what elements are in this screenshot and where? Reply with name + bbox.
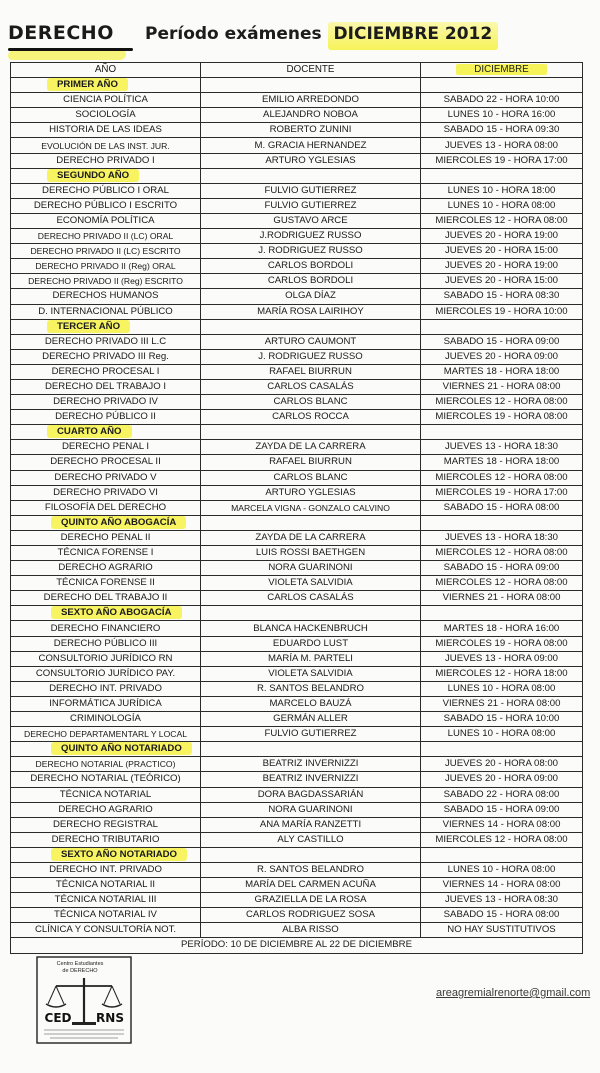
exam-date-cell: LUNES 10 - HORA 08:00 bbox=[421, 681, 583, 696]
table-row bbox=[11, 93, 583, 108]
subject-cell: CRIMINOLOGÍA bbox=[11, 712, 201, 727]
teacher-cell: NORA GUARINONI bbox=[201, 802, 421, 817]
empty-cell bbox=[201, 78, 421, 93]
exam-date-cell: MIERCOLES 12 - HORA 08:00 bbox=[421, 576, 583, 591]
exam-date-cell: LUNES 10 - HORA 16:00 bbox=[421, 108, 583, 123]
exam-date-cell: MIERCOLES 12 - HORA 18:00 bbox=[421, 666, 583, 681]
table-row bbox=[11, 138, 583, 153]
teacher-cell: ALEJANDRO NOBOA bbox=[201, 108, 421, 123]
subject-cell: DERECHO PRIVADO V bbox=[11, 470, 201, 485]
exam-date-cell: SABADO 22 - HORA 08:00 bbox=[421, 787, 583, 802]
empty-cell bbox=[421, 847, 583, 862]
exam-date-cell: VIERNES 21 - HORA 08:00 bbox=[421, 379, 583, 394]
exam-date-cell: SABADO 15 - HORA 08:00 bbox=[421, 908, 583, 923]
subject-cell: DERECHO DEL TRABAJO I bbox=[11, 379, 201, 394]
subject-cell: TÉCNICA NOTARIAL II bbox=[11, 878, 201, 893]
teacher-cell: ALBA RISSO bbox=[201, 923, 421, 938]
teacher-cell: MARÍA M. PARTELI bbox=[201, 651, 421, 666]
table-row bbox=[11, 108, 583, 123]
subject-cell: DERECHO PRIVADO VI bbox=[11, 485, 201, 500]
table-row bbox=[11, 440, 583, 455]
title-underline bbox=[8, 48, 133, 51]
teacher-cell: ALY CASTILLO bbox=[201, 832, 421, 847]
subject-cell: DERECHO PÚBLICO II bbox=[11, 410, 201, 425]
table-row bbox=[11, 546, 583, 561]
table-row bbox=[11, 410, 583, 425]
teacher-cell: J. RODRIGUEZ RUSSO bbox=[201, 244, 421, 259]
table-row bbox=[11, 198, 583, 213]
table-row bbox=[11, 636, 583, 651]
subject-cell: CONSULTORIO JURÍDICO RN bbox=[11, 651, 201, 666]
subject-cell: DERECHO NOTARIAL (TEÓRICO) bbox=[11, 772, 201, 787]
subject-cell: DERECHO DEL TRABAJO II bbox=[11, 591, 201, 606]
table-body bbox=[11, 78, 583, 938]
teacher-cell: DORA BAGDASSARIÁN bbox=[201, 787, 421, 802]
subject-cell: DERECHO INT. PRIVADO bbox=[11, 862, 201, 877]
teacher-cell: VIOLETA SALVIDIA bbox=[201, 576, 421, 591]
exam-date-cell: MIERCOLES 19 - HORA 08:00 bbox=[421, 410, 583, 425]
table-row bbox=[11, 395, 583, 410]
exam-date-cell: VIERNES 14 - HORA 08:00 bbox=[421, 817, 583, 832]
logo-top-text-2: de DERECHO bbox=[62, 968, 98, 974]
teacher-cell: MARCELO BAUZÁ bbox=[201, 696, 421, 711]
subject-cell: DERECHO PÚBLICO I ORAL bbox=[11, 183, 201, 198]
table-row bbox=[11, 213, 583, 228]
section-title-cell bbox=[11, 742, 201, 757]
subject-cell: EVOLUCIÓN DE LAS INST. JUR. bbox=[11, 138, 201, 153]
teacher-cell: M. GRACIA HERNANDEZ bbox=[201, 138, 421, 153]
exam-date-cell: MIERCOLES 19 - HORA 10:00 bbox=[421, 304, 583, 319]
section-title-cell bbox=[11, 515, 201, 530]
exam-date-cell: LUNES 10 - HORA 08:00 bbox=[421, 198, 583, 213]
subject-cell: DERECHO DEPARTAMENTARL Y LOCAL bbox=[11, 727, 201, 742]
subject-cell: CIENCIA POLÍTICA bbox=[11, 93, 201, 108]
exam-date-cell: MIERCOLES 12 - HORA 08:00 bbox=[421, 546, 583, 561]
teacher-cell: R. SANTOS BELANDRO bbox=[201, 862, 421, 877]
teacher-cell: R. SANTOS BELANDRO bbox=[201, 681, 421, 696]
period-value: DICIEMBRE 2012 bbox=[328, 22, 499, 50]
teacher-cell: ANA MARÍA RANZETTI bbox=[201, 817, 421, 832]
table-row bbox=[11, 832, 583, 847]
subject-cell: INFORMÁTICA JURÍDICA bbox=[11, 696, 201, 711]
subject-cell: DERECHO PROCESAL II bbox=[11, 455, 201, 470]
exam-schedule-table bbox=[10, 62, 583, 954]
exam-date-cell: SABADO 22 - HORA 10:00 bbox=[421, 93, 583, 108]
logo-left-letters: CED bbox=[44, 1011, 72, 1025]
subject-cell: DERECHO FINANCIERO bbox=[11, 621, 201, 636]
table-row bbox=[11, 878, 583, 893]
header-year: AÑO bbox=[11, 63, 201, 78]
table-row bbox=[11, 470, 583, 485]
table-row bbox=[11, 229, 583, 244]
subject-cell: DERECHO AGRARIO bbox=[11, 561, 201, 576]
exam-date-cell: MARTES 18 - HORA 18:00 bbox=[421, 364, 583, 379]
section-title: TERCER AÑO bbox=[47, 320, 130, 333]
exam-date-cell: MIERCOLES 12 - HORA 08:00 bbox=[421, 470, 583, 485]
subject-cell: DERECHO PENAL II bbox=[11, 530, 201, 545]
subject-cell: TÉCNICA NOTARIAL bbox=[11, 787, 201, 802]
teacher-cell: ARTURO YGLESIAS bbox=[201, 485, 421, 500]
empty-cell bbox=[201, 742, 421, 757]
subject-cell: DERECHO PRIVADO IV bbox=[11, 395, 201, 410]
section-header-row bbox=[11, 742, 583, 757]
subject-cell: DERECHO PRIVADO II (Reg) ESCRITO bbox=[11, 274, 201, 289]
table-row bbox=[11, 621, 583, 636]
exam-date-cell: JUEVES 20 - HORA 08:00 bbox=[421, 757, 583, 772]
teacher-cell: MARCELA VIGNA - GONZALO CALVINO bbox=[201, 500, 421, 515]
header-month bbox=[421, 63, 583, 78]
title-highlight bbox=[7, 50, 127, 60]
subject-cell: FILOSOFÍA DEL DERECHO bbox=[11, 500, 201, 515]
table-row bbox=[11, 681, 583, 696]
teacher-cell: CARLOS BLANC bbox=[201, 470, 421, 485]
section-title: CUARTO AÑO bbox=[47, 425, 132, 438]
exam-date-cell: LUNES 10 - HORA 18:00 bbox=[421, 183, 583, 198]
logo-top-text-1: Centro Estudiantes bbox=[56, 961, 104, 967]
section-header-row bbox=[11, 606, 583, 621]
empty-cell bbox=[201, 515, 421, 530]
subject-cell: DERECHO PRIVADO II (Reg) ORAL bbox=[11, 259, 201, 274]
section-header-row bbox=[11, 847, 583, 862]
table-row bbox=[11, 802, 583, 817]
teacher-cell: GUSTAVO ARCE bbox=[201, 213, 421, 228]
table-row bbox=[11, 817, 583, 832]
exam-date-cell: SABADO 15 - HORA 08:30 bbox=[421, 289, 583, 304]
exam-date-cell: SABADO 15 - HORA 08:00 bbox=[421, 500, 583, 515]
empty-cell bbox=[421, 319, 583, 334]
table-row bbox=[11, 334, 583, 349]
exam-date-cell: JUEVES 20 - HORA 19:00 bbox=[421, 229, 583, 244]
teacher-cell: BLANCA HACKENBRUCH bbox=[201, 621, 421, 636]
empty-cell bbox=[421, 606, 583, 621]
exam-date-cell: NO HAY SUSTITUTIVOS bbox=[421, 923, 583, 938]
table-row bbox=[11, 923, 583, 938]
table-row bbox=[11, 727, 583, 742]
exam-date-cell: JUEVES 13 - HORA 08:30 bbox=[421, 893, 583, 908]
teacher-cell: EDUARDO LUST bbox=[201, 636, 421, 651]
subject-cell: DERECHO INT. PRIVADO bbox=[11, 681, 201, 696]
subject-cell: DERECHO REGISTRAL bbox=[11, 817, 201, 832]
section-title: SEGUNDO AÑO bbox=[47, 169, 139, 182]
period-footer: PERÍODO: 10 DE DICIEMBRE AL 22 DE DICIEMBRE bbox=[11, 938, 583, 953]
exam-date-cell: SABADO 15 - HORA 09:00 bbox=[421, 334, 583, 349]
exam-date-cell: MARTES 18 - HORA 16:00 bbox=[421, 621, 583, 636]
table-row bbox=[11, 893, 583, 908]
table-row bbox=[11, 274, 583, 289]
empty-cell bbox=[201, 319, 421, 334]
logo-right-letters: RNS bbox=[96, 1011, 124, 1025]
section-header-row bbox=[11, 78, 583, 93]
subject-cell: CLÍNICA Y CONSULTORÍA NOT. bbox=[11, 923, 201, 938]
exam-date-cell: MIERCOLES 19 - HORA 08:00 bbox=[421, 636, 583, 651]
subject-cell: DERECHO PRIVADO III Reg. bbox=[11, 349, 201, 364]
subject-cell: CONSULTORIO JURÍDICO PAY. bbox=[11, 666, 201, 681]
table-row bbox=[11, 289, 583, 304]
exam-date-cell: SABADO 15 - HORA 09:00 bbox=[421, 561, 583, 576]
teacher-cell: RAFAEL BIURRUN bbox=[201, 364, 421, 379]
table-row bbox=[11, 364, 583, 379]
section-title: QUINTO AÑO ABOGACÍA bbox=[51, 516, 186, 529]
footer-row bbox=[11, 938, 583, 953]
teacher-cell: CARLOS CASALÁS bbox=[201, 591, 421, 606]
section-title-cell bbox=[11, 78, 201, 93]
table-row bbox=[11, 244, 583, 259]
section-title: QUINTO AÑO NOTARIADO bbox=[51, 742, 192, 755]
section-title: PRIMER AÑO bbox=[47, 78, 128, 91]
teacher-cell: LUIS ROSSI BAETHGEN bbox=[201, 546, 421, 561]
subject-cell: DERECHO PROCESAL I bbox=[11, 364, 201, 379]
section-title-cell bbox=[11, 847, 201, 862]
exam-date-cell: MIERCOLES 19 - HORA 17:00 bbox=[421, 153, 583, 168]
subject-cell: DERECHO TRIBUTARIO bbox=[11, 832, 201, 847]
section-title: SEXTO AÑO NOTARIADO bbox=[51, 848, 187, 861]
empty-cell bbox=[421, 515, 583, 530]
table-row bbox=[11, 561, 583, 576]
teacher-cell: MARÍA DEL CARMEN ACUÑA bbox=[201, 878, 421, 893]
empty-cell bbox=[201, 847, 421, 862]
teacher-cell: NORA GUARINONI bbox=[201, 561, 421, 576]
teacher-cell: VIOLETA SALVIDIA bbox=[201, 666, 421, 681]
teacher-cell: J.RODRIGUEZ RUSSO bbox=[201, 229, 421, 244]
section-title: SEXTO AÑO ABOGACÍA bbox=[51, 606, 182, 619]
subject-cell: DERECHO PENAL I bbox=[11, 440, 201, 455]
teacher-cell: CARLOS RODRIGUEZ SOSA bbox=[201, 908, 421, 923]
exam-date-cell: JUEVES 13 - HORA 08:00 bbox=[421, 138, 583, 153]
empty-cell bbox=[421, 168, 583, 183]
exam-date-cell: MARTES 18 - HORA 18:00 bbox=[421, 455, 583, 470]
exam-date-cell: LUNES 10 - HORA 08:00 bbox=[421, 862, 583, 877]
section-header-row bbox=[11, 425, 583, 440]
empty-cell bbox=[421, 425, 583, 440]
subject-cell: DERECHO NOTARIAL (PRACTICO) bbox=[11, 757, 201, 772]
subject-cell: TÉCNICA FORENSE I bbox=[11, 546, 201, 561]
table-row bbox=[11, 349, 583, 364]
section-header-row bbox=[11, 319, 583, 334]
table-row bbox=[11, 862, 583, 877]
teacher-cell: FULVIO GUTIERREZ bbox=[201, 727, 421, 742]
table-row bbox=[11, 379, 583, 394]
teacher-cell: ROBERTO ZUNINI bbox=[201, 123, 421, 138]
subject-cell: SOCIOLOGÍA bbox=[11, 108, 201, 123]
subject-cell: DERECHO PRIVADO I bbox=[11, 153, 201, 168]
table-row bbox=[11, 757, 583, 772]
exam-date-cell: SABADO 15 - HORA 09:30 bbox=[421, 123, 583, 138]
section-title-cell bbox=[11, 168, 201, 183]
teacher-cell: CARLOS ROCCA bbox=[201, 410, 421, 425]
table-row bbox=[11, 500, 583, 515]
empty-cell bbox=[421, 742, 583, 757]
teacher-cell: RAFAEL BIURRUN bbox=[201, 455, 421, 470]
teacher-cell: ARTURO CAUMONT bbox=[201, 334, 421, 349]
section-title-cell bbox=[11, 425, 201, 440]
teacher-cell: FULVIO GUTIERREZ bbox=[201, 198, 421, 213]
table-row bbox=[11, 651, 583, 666]
exam-date-cell: SABADO 15 - HORA 09:00 bbox=[421, 802, 583, 817]
subject-cell: DERECHO PÚBLICO I ESCRITO bbox=[11, 198, 201, 213]
table-row bbox=[11, 153, 583, 168]
table-header-row bbox=[11, 63, 583, 78]
exam-date-cell: MIERCOLES 12 - HORA 08:00 bbox=[421, 213, 583, 228]
teacher-cell: GERMÁN ALLER bbox=[201, 712, 421, 727]
table-row bbox=[11, 908, 583, 923]
teacher-cell: ZAYDA DE LA CARRERA bbox=[201, 530, 421, 545]
teacher-cell: CARLOS BORDOLI bbox=[201, 259, 421, 274]
empty-cell bbox=[421, 78, 583, 93]
teacher-cell: BEATRIZ INVERNIZZI bbox=[201, 772, 421, 787]
teacher-cell: CARLOS BORDOLI bbox=[201, 274, 421, 289]
exam-date-cell: VIERNES 21 - HORA 08:00 bbox=[421, 696, 583, 711]
teacher-cell: J. RODRIGUEZ RUSSO bbox=[201, 349, 421, 364]
table-row bbox=[11, 787, 583, 802]
exam-date-cell: JUEVES 20 - HORA 19:00 bbox=[421, 259, 583, 274]
table-row bbox=[11, 183, 583, 198]
subject-cell: DERECHO PRIVADO III L.C bbox=[11, 334, 201, 349]
exam-date-cell: JUEVES 20 - HORA 09:00 bbox=[421, 349, 583, 364]
exam-date-cell: VIERNES 14 - HORA 08:00 bbox=[421, 878, 583, 893]
table-row bbox=[11, 712, 583, 727]
table-row bbox=[11, 591, 583, 606]
teacher-cell: BEATRIZ INVERNIZZI bbox=[201, 757, 421, 772]
subject-cell: DERECHOS HUMANOS bbox=[11, 289, 201, 304]
exam-date-cell: SABADO 15 - HORA 10:00 bbox=[421, 712, 583, 727]
table-row bbox=[11, 576, 583, 591]
table-row bbox=[11, 455, 583, 470]
exam-date-cell: MIERCOLES 12 - HORA 08:00 bbox=[421, 832, 583, 847]
page-title bbox=[8, 22, 114, 44]
empty-cell bbox=[201, 168, 421, 183]
teacher-cell: ARTURO YGLESIAS bbox=[201, 153, 421, 168]
teacher-cell: CARLOS BLANC bbox=[201, 395, 421, 410]
section-header-row bbox=[11, 515, 583, 530]
exam-date-cell: JUEVES 13 - HORA 18:30 bbox=[421, 440, 583, 455]
table-row bbox=[11, 666, 583, 681]
contact-email-link[interactable]: areagremialrenorte@gmail.com bbox=[436, 987, 591, 999]
teacher-cell: MARÍA ROSA LAIRIHOY bbox=[201, 304, 421, 319]
subject-cell: D. INTERNACIONAL PÚBLICO bbox=[11, 304, 201, 319]
table-row bbox=[11, 123, 583, 138]
header-teacher: DOCENTE bbox=[201, 63, 421, 78]
subject-cell: DERECHO PÚBLICO III bbox=[11, 636, 201, 651]
table-row bbox=[11, 304, 583, 319]
period-label: Período exámenes bbox=[145, 24, 322, 44]
page-header bbox=[8, 18, 598, 58]
table-row bbox=[11, 259, 583, 274]
teacher-cell: GRAZIELLA DE LA ROSA bbox=[201, 893, 421, 908]
section-title-cell bbox=[11, 606, 201, 621]
table-row bbox=[11, 530, 583, 545]
subject-cell: TÉCNICA FORENSE II bbox=[11, 576, 201, 591]
title-text: DERECHO bbox=[8, 22, 114, 44]
teacher-cell: OLGA DÍAZ bbox=[201, 289, 421, 304]
teacher-cell: CARLOS CASALÁS bbox=[201, 379, 421, 394]
table-row bbox=[11, 772, 583, 787]
subject-cell: DERECHO AGRARIO bbox=[11, 802, 201, 817]
teacher-cell: ZAYDA DE LA CARRERA bbox=[201, 440, 421, 455]
exam-date-cell: JUEVES 13 - HORA 18:30 bbox=[421, 530, 583, 545]
subject-cell: TÉCNICA NOTARIAL IV bbox=[11, 908, 201, 923]
section-title-cell bbox=[11, 319, 201, 334]
empty-cell bbox=[201, 606, 421, 621]
subject-cell: TÉCNICA NOTARIAL III bbox=[11, 893, 201, 908]
teacher-cell: FULVIO GUTIERREZ bbox=[201, 183, 421, 198]
subject-cell: ECONOMÍA POLÍTICA bbox=[11, 213, 201, 228]
exam-date-cell: VIERNES 21 - HORA 08:00 bbox=[421, 591, 583, 606]
period-heading bbox=[145, 24, 498, 44]
section-header-row bbox=[11, 168, 583, 183]
exam-date-cell: MIERCOLES 19 - HORA 17:00 bbox=[421, 485, 583, 500]
exam-date-cell: JUEVES 13 - HORA 09:00 bbox=[421, 651, 583, 666]
exam-date-cell: LUNES 10 - HORA 08:00 bbox=[421, 727, 583, 742]
exam-date-cell: MIERCOLES 12 - HORA 08:00 bbox=[421, 395, 583, 410]
subject-cell: HISTORIA DE LAS IDEAS bbox=[11, 123, 201, 138]
exam-date-cell: JUEVES 20 - HORA 15:00 bbox=[421, 244, 583, 259]
header-month-label: DICIEMBRE bbox=[456, 64, 546, 75]
student-center-logo bbox=[36, 956, 132, 1044]
exam-date-cell: JUEVES 20 - HORA 09:00 bbox=[421, 772, 583, 787]
subject-cell: DERECHO PRIVADO II (LC) ESCRITO bbox=[11, 244, 201, 259]
empty-cell bbox=[201, 425, 421, 440]
exam-date-cell: JUEVES 20 - HORA 15:00 bbox=[421, 274, 583, 289]
table-row bbox=[11, 696, 583, 711]
teacher-cell: EMILIO ARREDONDO bbox=[201, 93, 421, 108]
subject-cell: DERECHO PRIVADO II (LC) ORAL bbox=[11, 229, 201, 244]
table-row bbox=[11, 485, 583, 500]
